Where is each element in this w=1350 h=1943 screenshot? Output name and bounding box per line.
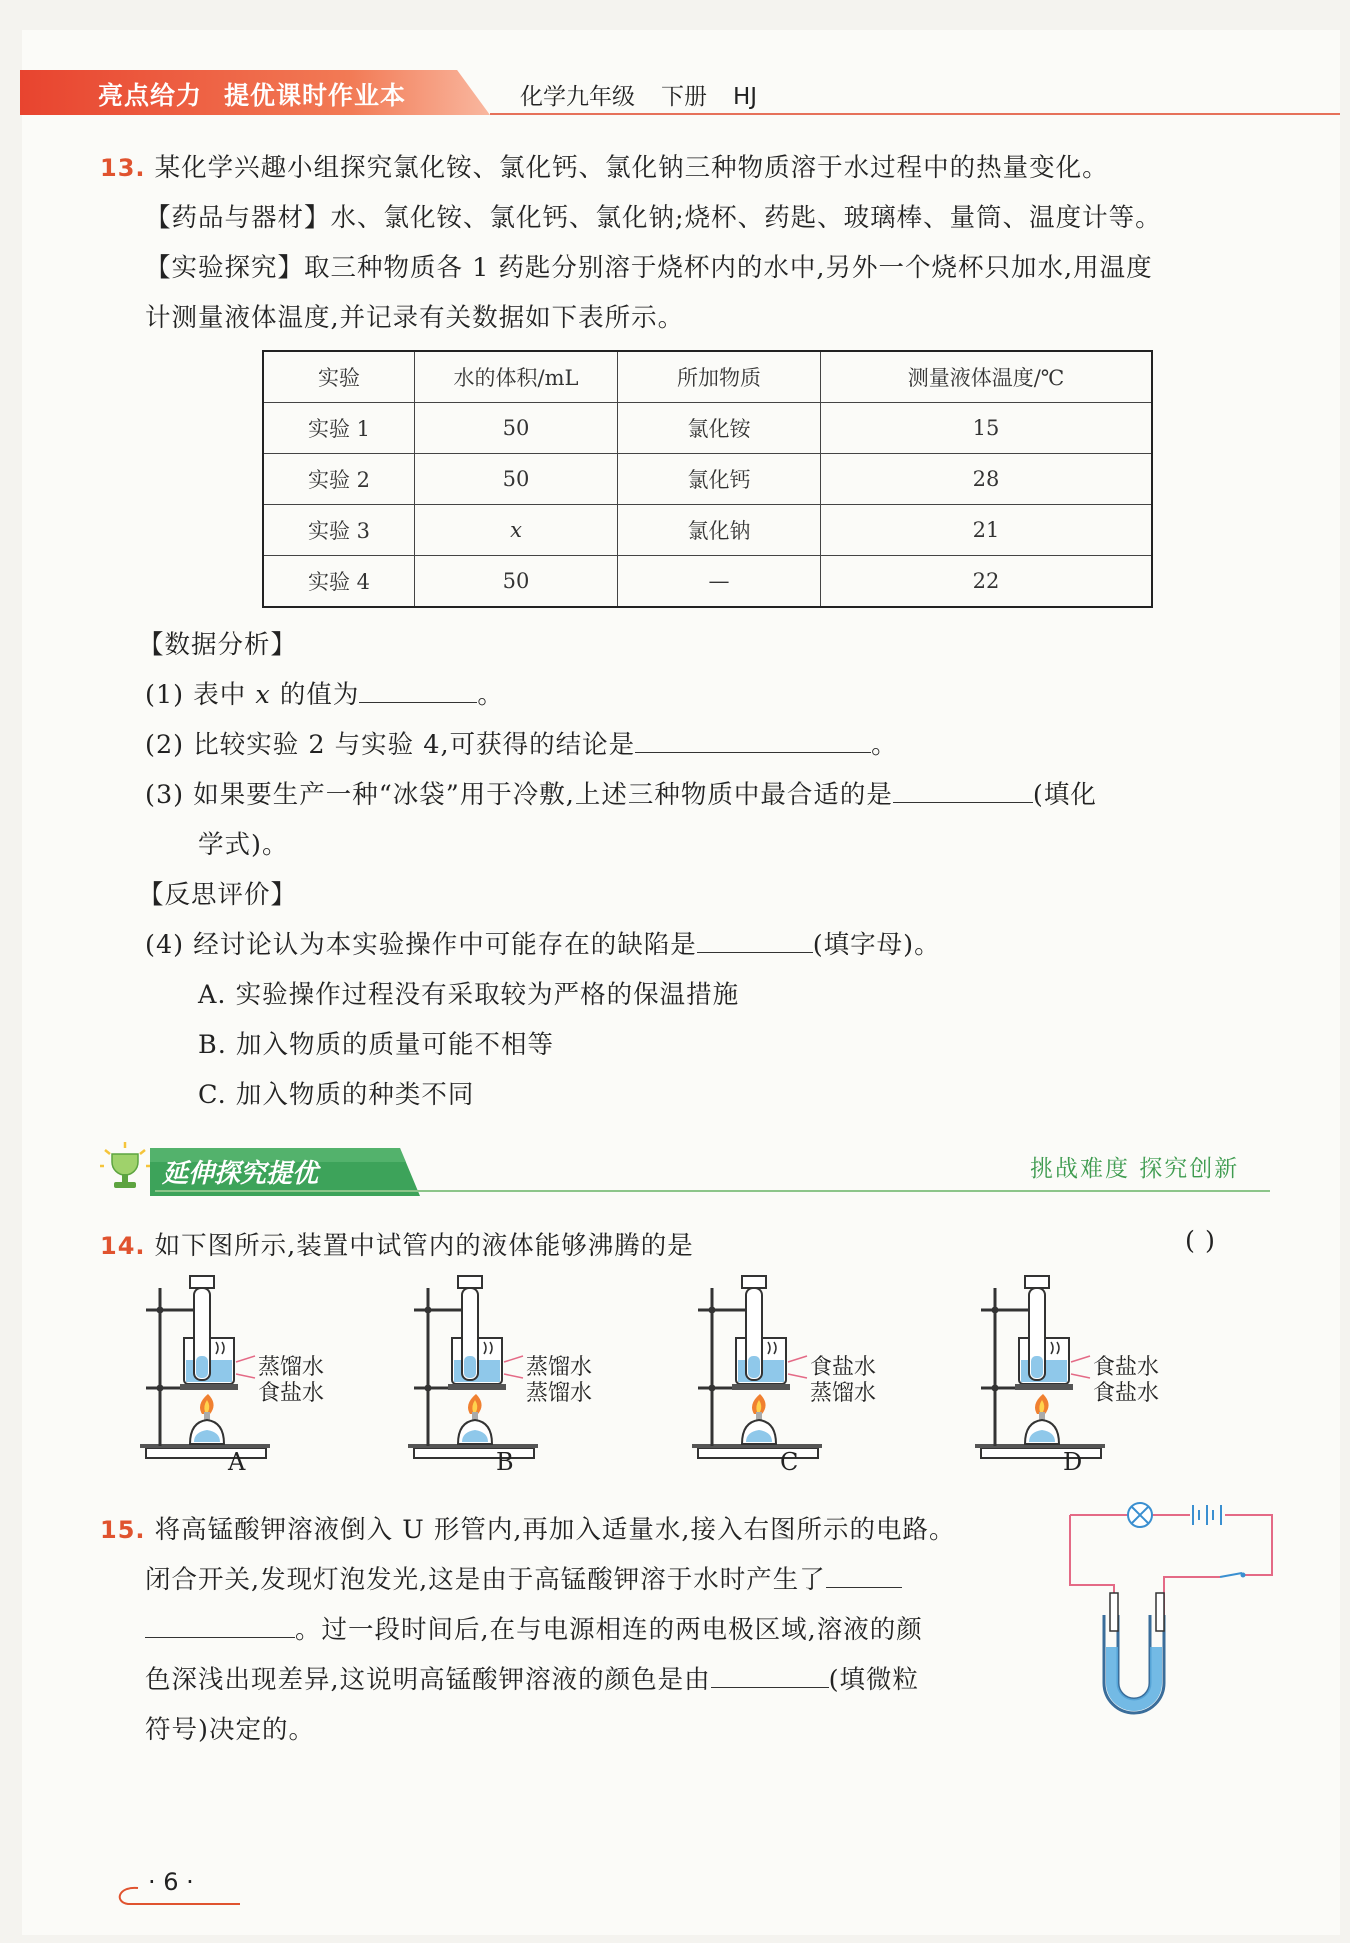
q15-line5: 符号)决定的。 [145, 1715, 315, 1745]
option-c: C. 加入物质的种类不同 [198, 1080, 475, 1110]
table-cell: 氯化钙 [618, 454, 821, 505]
beaker-liquid-label: 蒸馏水 [810, 1381, 877, 1406]
q13-sub4-text: (4) 经讨论认为本实验操作中可能存在的缺陷是 [145, 930, 697, 960]
book-info [520, 78, 783, 111]
page-number: · 6 · [148, 1868, 194, 1896]
q13-sub1-text-b: 的值为 [270, 680, 360, 710]
q13-stem-text: 某化学兴趣小组探究氯化铵、氯化钙、氯化钠三种物质溶于水过程中的热量变化。 [154, 153, 1109, 183]
q13-sub3-text-b: (填化 [1032, 780, 1097, 810]
table-cell: 氯化铵 [618, 403, 821, 454]
q13-stem [100, 148, 1109, 184]
apparatus-caption: B [496, 1448, 514, 1476]
boiling-apparatus-icon [692, 1268, 822, 1468]
q13-explore-line1: 【实验探究】取三种物质各 1 药匙分别溶于烧杯内的水中,另外一个烧杯只加水,用温度 [145, 253, 1153, 283]
apparatus-b [408, 1268, 668, 1483]
table-row [263, 403, 1152, 454]
series-name-b: 提优课时作业本 [224, 81, 407, 110]
boiling-apparatus-icon [140, 1268, 270, 1468]
q15-number: 15. [100, 1516, 146, 1544]
volume-label: 下册 [661, 84, 707, 110]
table-cell: 21 [821, 505, 1153, 556]
lamp-icon [1128, 1503, 1152, 1527]
tube-liquid-label: 蒸馏水 [258, 1355, 325, 1380]
table-header-row [263, 351, 1152, 403]
series-name-a: 亮点给力 [98, 81, 203, 110]
u-tube-icon [1104, 1593, 1164, 1713]
series-title [98, 76, 428, 112]
subject-label: 化学九年级 [520, 84, 635, 110]
table-cell: 50 [415, 403, 618, 454]
q14-stem-text: 如下图所示,装置中试管内的液体能够沸腾的是 [154, 1231, 694, 1261]
table-header-cell: 实验 [263, 351, 415, 403]
table-header-cell: 所加物质 [618, 351, 821, 403]
trophy-icon [100, 1142, 150, 1188]
answer-blank-5[interactable] [826, 1565, 902, 1588]
apparatus-caption: C [780, 1448, 799, 1476]
table-cell: 实验 1 [263, 403, 415, 454]
q13-explore-line2: 计测量液体温度,并记录有关数据如下表所示。 [145, 303, 685, 333]
q15-line1 [100, 1510, 956, 1546]
answer-blank-3[interactable] [893, 780, 1033, 803]
apparatus-a [140, 1268, 400, 1483]
battery-icon [1193, 1505, 1221, 1525]
tube-liquid-label: 蒸馏水 [526, 1355, 593, 1380]
q14-stem [100, 1226, 694, 1262]
table-header-cell: 测量液体温度/℃ [821, 351, 1153, 403]
table-cell: 实验 2 [263, 454, 415, 505]
table-row [263, 454, 1152, 505]
q13-sub2 [145, 725, 898, 761]
q13-sub2-text: (2) 比较实验 2 与实验 4,可获得的结论是 [145, 730, 636, 760]
q13-sub1 [145, 675, 504, 711]
beaker-liquid-label: 食盐水 [1093, 1381, 1160, 1406]
tube-liquid-label: 食盐水 [1093, 1355, 1160, 1380]
experiment-table [262, 350, 1153, 608]
answer-blank-4[interactable] [697, 930, 813, 953]
option-b: B. 加入物质的质量可能不相等 [198, 1030, 554, 1060]
q15-line4 [145, 1660, 919, 1696]
header-rule [490, 113, 1340, 115]
table-cell: 实验 3 [263, 505, 415, 556]
answer-blank-5-cont[interactable] [145, 1615, 295, 1638]
table-cell: 50 [415, 454, 618, 505]
edition-label: HJ [733, 84, 758, 110]
tube-liquid-label: 食盐水 [810, 1355, 877, 1380]
table-cell: x [415, 505, 618, 556]
table-cell: 22 [821, 556, 1153, 608]
table-cell: 氯化钠 [618, 505, 821, 556]
section-tagline: 挑战难度 探究创新 [1030, 1156, 1240, 1182]
q15-text-1: 将高锰酸钾溶液倒入 U 形管内,再加入适量水,接入右图所示的电路。 [154, 1515, 956, 1545]
q15-line2 [145, 1560, 902, 1596]
option-a: A. 实验操作过程没有采取较为严格的保温措施 [198, 980, 740, 1010]
answer-blank-6[interactable] [711, 1665, 829, 1688]
answer-blank-1[interactable] [359, 680, 477, 703]
table-cell: 15 [821, 403, 1153, 454]
table-cell: 50 [415, 556, 618, 608]
table-cell: 28 [821, 454, 1153, 505]
q13-sub3-text: (3) 如果要生产一种“冰袋”用于冷敷,上述三种物质中最合适的是 [145, 780, 893, 810]
apparatus-caption: D [1063, 1448, 1083, 1476]
table-row [263, 505, 1152, 556]
q13-sub1-end: 。 [477, 680, 504, 710]
beaker-liquid-label: 蒸馏水 [526, 1381, 593, 1406]
switch-icon [1220, 1573, 1246, 1578]
table-header-cell: 水的体积/mL [415, 351, 618, 403]
q14-number: 14. [100, 1232, 146, 1260]
apparatus-c [692, 1268, 952, 1483]
answer-blank-2[interactable] [635, 730, 871, 753]
table-cell: 实验 4 [263, 556, 415, 608]
analysis-heading: 【数据分析】 [138, 630, 298, 660]
q15-text-4b: (填微粒 [828, 1665, 920, 1695]
q13-sub1-text: (1) 表中 [145, 680, 256, 710]
section-title: 延伸探究提优 [162, 1159, 319, 1189]
apparatus-caption: A [228, 1448, 246, 1476]
q13-sub4 [145, 925, 941, 961]
q15-text-3: 。过一段时间后,在与电源相连的两电极区域,溶液的颜 [295, 1615, 923, 1645]
q15-text-4: 色深浅出现差异,这说明高锰酸钾溶液的颜色是由 [145, 1665, 711, 1695]
variable-x: x [255, 680, 271, 710]
q13-sub3 [145, 775, 1097, 811]
q13-sub3-cont: 学式)。 [198, 830, 289, 860]
q13-number: 13. [100, 154, 146, 182]
table-cell: — [618, 556, 821, 608]
beaker-liquid-label: 食盐水 [258, 1381, 325, 1406]
reflect-heading: 【反思评价】 [138, 880, 298, 910]
q15-line3 [145, 1610, 923, 1646]
q15-text-2: 闭合开关,发现灯泡发光,这是由于高锰酸钾溶于水时产生了 [145, 1565, 826, 1595]
q13-materials: 【药品与器材】水、氯化铵、氯化钙、氯化钠;烧杯、药匙、玻璃棒、量筒、温度计等。 [145, 203, 1162, 233]
boiling-apparatus-icon [408, 1268, 538, 1468]
table-row [263, 556, 1152, 608]
q13-sub4-text-b: (填字母)。 [812, 930, 941, 960]
answer-paren[interactable]: ( ) [1185, 1226, 1217, 1256]
boiling-apparatus-icon [975, 1268, 1105, 1468]
apparatus-d [975, 1268, 1235, 1483]
section-rule [155, 1190, 1270, 1192]
q13-sub2-end: 。 [871, 730, 898, 760]
u-tube-circuit-diagram [1060, 1495, 1280, 1730]
